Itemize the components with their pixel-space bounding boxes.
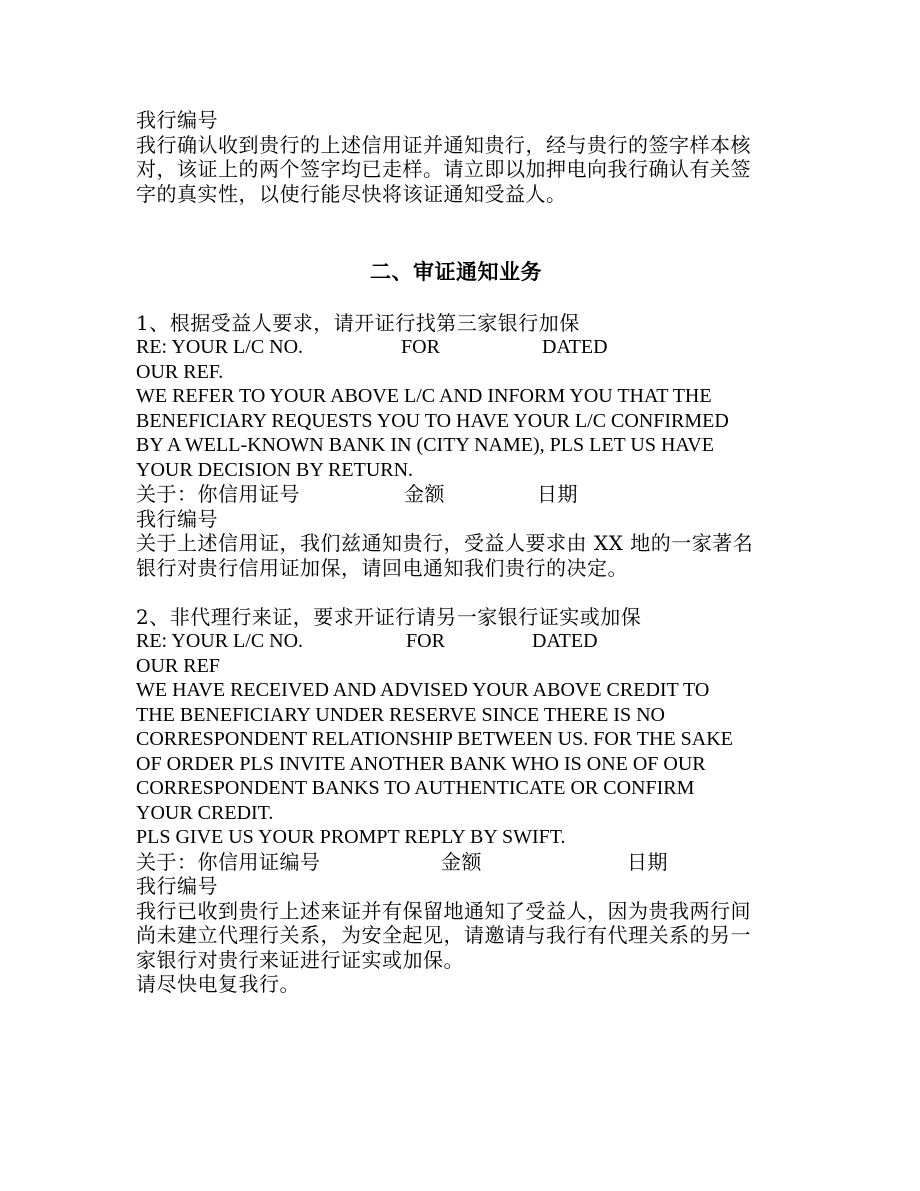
- spacer: [136, 580, 776, 605]
- item1-about-amount: 金额: [404, 482, 445, 506]
- item2-re-dated: DATED: [532, 630, 598, 652]
- item2-re-lc: RE: YOUR L/C NO.: [136, 630, 304, 652]
- item2-about-amount: 金额: [441, 849, 482, 874]
- item2-about-line: [136, 850, 776, 875]
- item1-body-4: YOUR DECISION BY RETURN.: [136, 458, 414, 481]
- item2-about-lc: 关于：你信用证编号: [136, 849, 321, 874]
- item2-zh-4: 请尽快电复我行。: [136, 972, 300, 996]
- section-title: 二、审证通知业务: [370, 259, 542, 284]
- document-page: [136, 108, 776, 997]
- item2-re-for: FOR: [406, 630, 445, 652]
- item2-body-4: OF ORDER PLS INVITE ANOTHER BANK WHO IS ONE OF OUR: [136, 752, 706, 775]
- intro-line-1: 我行确认收到贵行的上述信用证并通知贵行，经与贵行的签字样本核: [136, 132, 751, 157]
- item2-title: 2、非代理行来证，要求开证行请另一家银行证实或加保: [136, 604, 642, 629]
- item1-about-date: 日期: [537, 482, 578, 506]
- item1-re-dated: DATED: [542, 336, 608, 358]
- item2-body-7: PLS GIVE US YOUR PROMPT REPLY BY SWIFT.: [136, 826, 566, 848]
- item1-re-line: [136, 335, 776, 360]
- intro-ref-label: 我行编号: [136, 108, 218, 132]
- item2-body-6: YOUR CREDIT.: [136, 801, 274, 824]
- item2-body-3: CORRESPONDENT RELATIONSHIP BETWEEN US. FOR THE SAKE: [136, 728, 733, 750]
- item2-body-2: THE BENEFICIARY UNDER RESERVE SINCE THERE IS NO: [136, 703, 665, 726]
- item1-about-lc: 关于：你信用证号: [136, 482, 300, 506]
- item1-our-ref: OUR REF.: [136, 360, 224, 383]
- item2-re-line: [136, 629, 776, 654]
- intro-line-3: 字的真实性，以使行能尽快将该证通知受益人。: [136, 181, 567, 206]
- item1-re-for: FOR: [401, 336, 440, 358]
- item2-body-5: CORRESPONDENT BANKS TO AUTHENTICATE OR CONFIRM: [136, 777, 695, 799]
- intro-line-2: 对，该证上的两个签字均已走样。请立即以加押电向我行确认有关签: [136, 157, 751, 181]
- item1-body-1: WE REFER TO YOUR ABOVE L/C AND INFORM YOU THAT THE: [136, 385, 712, 407]
- item1-body-2: BENEFICIARY REQUESTS YOU TO HAVE YOUR L/C CONFIRMED: [136, 409, 729, 432]
- item2-zh-2: 尚未建立代理行关系，为安全起见，请邀请与我行有代理关系的另一: [136, 923, 751, 947]
- item1-zh-1: 关于上述信用证，我们兹通知贵行，受益人要求由 XX 地的一家著名: [136, 531, 754, 555]
- item2-ref-label: 我行编号: [136, 874, 218, 898]
- item1-about-line: [136, 482, 776, 507]
- item1-title: 1、根据受益人要求，请开证行找第三家银行加保: [136, 310, 580, 335]
- item2-body-1: WE HAVE RECEIVED AND ADVISED YOUR ABOVE CREDIT TO: [136, 679, 710, 701]
- item2-zh-1: 我行已收到贵行上述来证并有保留地通知了受益人，因为贵我两行间: [136, 898, 751, 923]
- item2-about-date: 日期: [627, 849, 668, 874]
- item2-our-ref: OUR REF: [136, 654, 220, 677]
- item1-ref-label: 我行编号: [136, 506, 218, 531]
- item1-zh-2: 银行对贵行信用证加保，请回电通知我们贵行的决定。: [136, 555, 628, 580]
- item1-body-3: BY A WELL-KNOWN BANK IN (CITY NAME), PLS LET US HAVE: [136, 434, 714, 456]
- item1-re-lc: RE: YOUR L/C NO.: [136, 336, 304, 358]
- item2-zh-3: 家银行对贵行来证进行证实或加保。: [136, 947, 464, 972]
